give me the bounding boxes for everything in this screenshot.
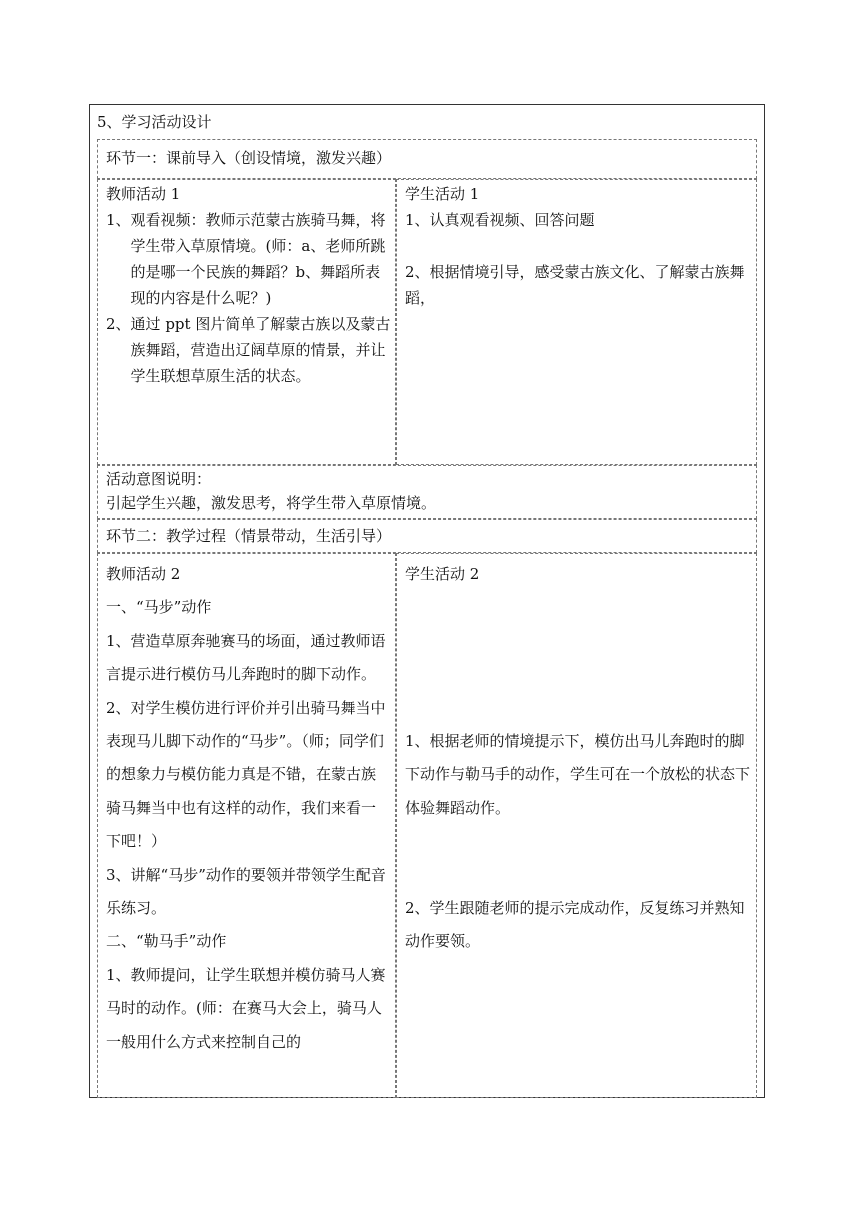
stage1-title: 环节一：课前导入（创设情境，激发兴趣） xyxy=(106,149,392,167)
teacher-activity-1-item xyxy=(106,207,392,311)
stage1-teacher-content xyxy=(106,181,392,389)
item-text: 观看视频：教师示范蒙古族骑马舞，将学生带入草原情境。(师：a、老师所跳的是哪一个民族的舞蹈？b、舞蹈所表现的内容是什么呢？) xyxy=(130,211,386,307)
stage2-student-cell xyxy=(396,553,757,1098)
stage2-title: 环节二：教学过程（情景带动，生活引导） xyxy=(106,527,392,545)
teacher-step: 2、对学生模仿进行评价并引出骑马舞当中表现马儿脚下动作的“马步”。（师；同学们的想象力与模仿能力真是不错，在蒙古族骑马舞当中也有这样的动作，我们来看一下吧！） xyxy=(106,698,386,851)
teacher-activity-1-item xyxy=(106,311,392,389)
stage1-intent xyxy=(106,467,436,515)
item-number: 1、 xyxy=(106,211,131,229)
student-activity-1-heading: 学生活动 1 xyxy=(405,185,480,203)
stage2-teacher-content xyxy=(106,558,388,1059)
teacher-activity-1-heading: 教师活动 1 xyxy=(106,185,181,203)
teacher-step: 1、教师提问，让学生联想并模仿骑马人赛马时的动作。(师：在赛马大会上，骑马人一般用什么方式来控制自己的 xyxy=(106,965,386,1051)
intent-label: 活动意图说明： xyxy=(106,470,212,488)
part-title: 二、“勒马手”动作 xyxy=(106,932,227,951)
teacher-activity-2-heading: 教师活动 2 xyxy=(106,565,181,583)
item-number: 2、 xyxy=(106,315,131,333)
student-step: 2、学生跟随老师的提示完成动作，反复练习并熟知动作要领。 xyxy=(405,899,745,951)
section-title: 5、学习活动设计 xyxy=(97,113,212,131)
teacher-step: 3、讲解“马步”动作的要领并带领学生配音乐练习。 xyxy=(106,865,386,918)
intent-text: 引起学生兴趣，激发思考，将学生带入草原情境。 xyxy=(106,494,437,512)
student-activity-1-item: 1、认真观看视频、回答问题 xyxy=(405,211,595,229)
stage2-student-heading: 学生活动 2 xyxy=(405,565,480,583)
student-activity-1-item: 2、根据情境引导，感受蒙古族文化、了解蒙古族舞蹈， xyxy=(405,263,745,307)
teacher-step: 1、营造草原奔驰赛马的场面，通过教师语言提示进行模仿马儿奔跑时的脚下动作。 xyxy=(106,631,386,684)
part-title: 一、“马步”动作 xyxy=(106,598,212,617)
stage1-student-content xyxy=(405,181,750,311)
item-text: 通过 ppt 图片简单了解蒙古族以及蒙古族舞蹈，营造出辽阔草原的情景，并让学生联想草原生活的状态。 xyxy=(130,315,391,385)
student-step: 1、根据老师的情境提示下，模仿出马儿奔跑时的脚下动作与勒马手的动作，学生可在一个放松的状态下体验舞蹈动作。 xyxy=(405,732,751,817)
